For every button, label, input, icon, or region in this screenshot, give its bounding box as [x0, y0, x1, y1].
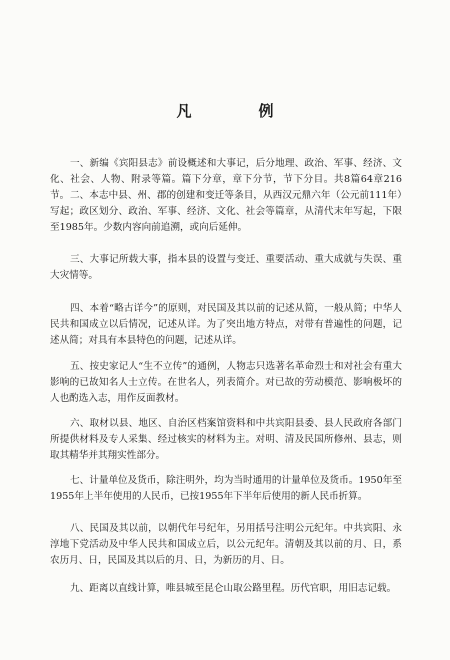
paragraph-4: 四、本着“略古详今”的原则，对民国及其以前的记述从简，一般从简；中华人民共和国成立以后情况，记述从详。为了突出地方特点，对带有普遍性的问题，记述从简；对具有本县特色的问题，记述从详。	[50, 302, 402, 346]
paragraph-6: 六、取材以县、地区、自治区档案馆资料和中共宾阳县委、县人民政府各部门所提供材料及专人采集、经过核实的材料为主。对明、清及民国所修州、县志，则取其精华并其翔实性部分。	[50, 417, 402, 461]
paragraph-1: 一、新编《宾阳县志》前设概述和大事记，后分地理、政治、军事、经济、文化、社会、人物、附录等篇。篇下分章，章下分节，节下分目。共8篇64章216节。	[50, 157, 402, 201]
page-title: 凡 例	[176, 102, 300, 120]
paragraph-7: 七、计量单位及货币，除注明外，均为当时通用的计量单位及货币。1950年至1955年上半年使用的人民币，已按1955年下半年后使用的新人民币折算。	[50, 474, 402, 502]
paragraph-5: 五、按史家记人“生不立传”的通例，人物志只选著名革命烈士和对社会有重大影响的已故知名人士立传。在世名人，列表简介。对已故的劳动模范、影响极坏的人也酌选入志，用作反面教材。	[50, 360, 402, 404]
paragraph-2: 二、本志中县、州、郡的创建和变迁等条目，从西汉元鼎六年（公元前111年）写起；政区划分、政治、军事、经济、文化、社会等篇章，从清代末年写起，下限至1985年。少数内容向前追溯，或向后延伸。	[50, 189, 402, 233]
paragraph-8: 八、民国及其以前，以朝代年号纪年，另用括号注明公元纪年。中共宾阳、永淳地下党活动及中华人民共和国成立后，以公元纪年。清朝及其以前的月、日，系农历月、日，民国及其以后的月、日，为新历的月、日。	[50, 522, 402, 566]
paragraph-3: 三、大事记所载大事，指本县的设置与变迁、重要活动、重大成就与失误、重大灾情等。	[50, 253, 402, 281]
paragraph-9: 九、距离以直线计算，唯县城至昆仑山取公路里程。历代官职，用旧志记载。	[70, 582, 397, 594]
